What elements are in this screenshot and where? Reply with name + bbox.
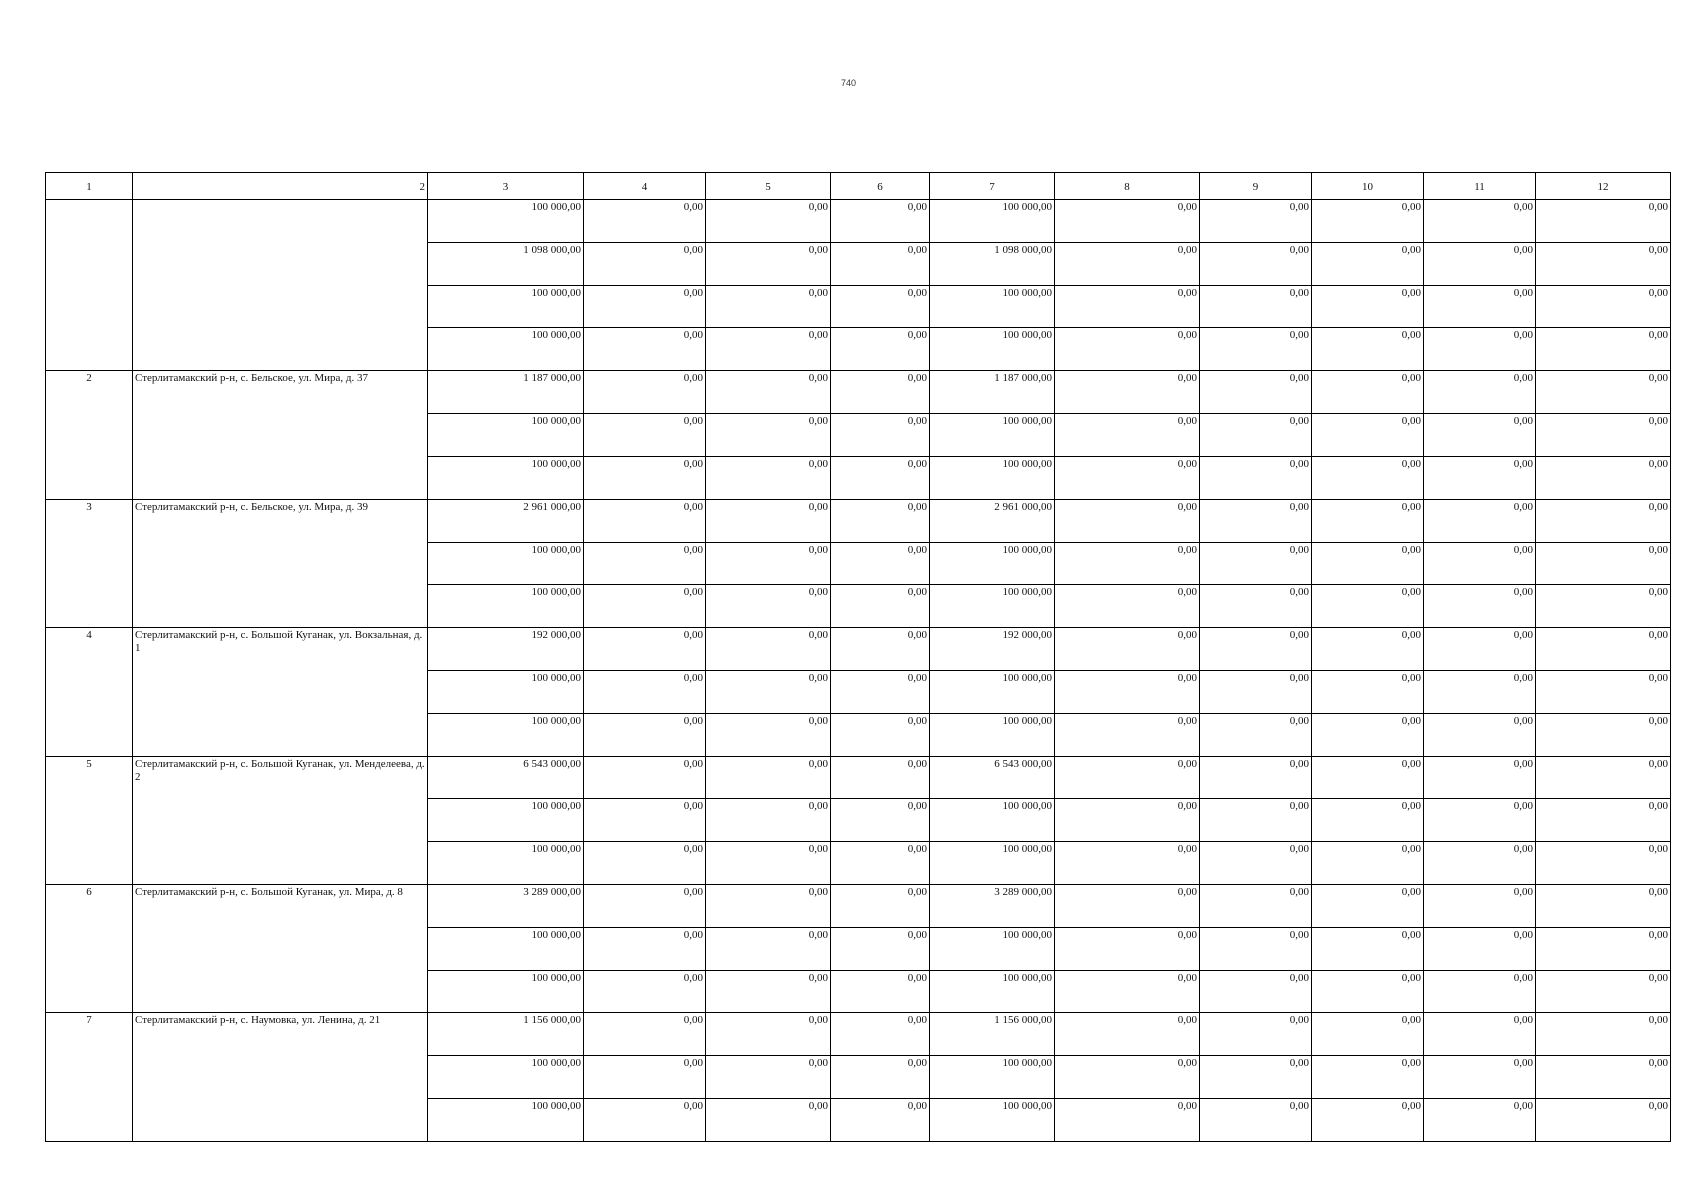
amount-cell: 0,00	[1312, 1013, 1424, 1056]
amount-cell: 0,00	[1312, 414, 1424, 457]
address-cell	[133, 200, 428, 371]
amount-cell: 100 000,00	[428, 670, 584, 713]
amount-cell: 0,00	[706, 456, 831, 499]
amount-cell: 0,00	[1536, 285, 1671, 328]
amount-cell: 0,00	[1312, 670, 1424, 713]
address-cell: Стерлитамакский р-н, с. Большой Куганак, ул. Менделеева, д. 2	[133, 756, 428, 884]
amount-cell: 0,00	[1424, 242, 1536, 285]
amount-cell: 0,00	[1200, 200, 1312, 243]
address-cell: Стерлитамакский р-н, с. Большой Куганак, ул. Мира, д. 8	[133, 885, 428, 1013]
amount-cell: 0,00	[831, 242, 930, 285]
amount-cell: 0,00	[1055, 1056, 1200, 1099]
amount-cell: 0,00	[584, 542, 706, 585]
amount-cell: 0,00	[584, 670, 706, 713]
column-number: 1	[46, 173, 133, 200]
amount-cell: 100 000,00	[428, 799, 584, 842]
table-row	[46, 628, 1671, 671]
amount-cell: 0,00	[706, 1056, 831, 1099]
amount-cell: 100 000,00	[930, 970, 1055, 1013]
amount-cell: 0,00	[1424, 499, 1536, 542]
amount-cell: 0,00	[1312, 200, 1424, 243]
amount-cell: 0,00	[1055, 970, 1200, 1013]
amount-cell: 0,00	[1200, 1013, 1312, 1056]
amount-cell: 0,00	[584, 1056, 706, 1099]
amount-cell: 0,00	[1536, 713, 1671, 756]
amount-cell: 0,00	[1200, 456, 1312, 499]
amount-cell: 0,00	[706, 799, 831, 842]
amount-cell: 0,00	[1200, 670, 1312, 713]
amount-cell: 0,00	[706, 628, 831, 671]
amount-cell: 100 000,00	[930, 285, 1055, 328]
amount-cell: 100 000,00	[930, 842, 1055, 885]
amount-cell: 0,00	[1200, 242, 1312, 285]
amount-cell: 0,00	[1200, 499, 1312, 542]
amount-cell: 0,00	[584, 285, 706, 328]
amount-cell: 0,00	[1312, 756, 1424, 799]
amount-cell: 0,00	[706, 200, 831, 243]
amount-cell: 0,00	[584, 756, 706, 799]
amount-cell: 100 000,00	[428, 970, 584, 1013]
amount-cell: 0,00	[831, 200, 930, 243]
amount-cell: 0,00	[584, 970, 706, 1013]
amount-cell: 0,00	[584, 842, 706, 885]
amount-cell: 0,00	[1312, 585, 1424, 628]
amount-cell: 0,00	[1200, 1056, 1312, 1099]
amount-cell: 0,00	[1536, 970, 1671, 1013]
amount-cell: 0,00	[1200, 713, 1312, 756]
amount-cell: 0,00	[1312, 799, 1424, 842]
amount-cell: 100 000,00	[428, 328, 584, 371]
address-cell: Стерлитамакский р-н, с. Бельское, ул. Мира, д. 39	[133, 499, 428, 627]
amount-cell: 0,00	[706, 842, 831, 885]
column-number: 4	[584, 173, 706, 200]
amount-cell: 0,00	[1055, 1013, 1200, 1056]
amount-cell: 0,00	[1055, 927, 1200, 970]
amount-cell: 192 000,00	[428, 628, 584, 671]
amount-cell: 1 156 000,00	[930, 1013, 1055, 1056]
amount-cell: 0,00	[1312, 842, 1424, 885]
header-row	[46, 173, 1671, 200]
column-number: 9	[1200, 173, 1312, 200]
amount-cell: 0,00	[1200, 285, 1312, 328]
amount-cell: 0,00	[1055, 585, 1200, 628]
amount-cell: 0,00	[584, 628, 706, 671]
amount-cell: 0,00	[584, 499, 706, 542]
amount-cell: 2 961 000,00	[930, 499, 1055, 542]
amount-cell: 0,00	[1424, 799, 1536, 842]
amount-cell: 0,00	[1312, 499, 1424, 542]
amount-cell: 0,00	[831, 628, 930, 671]
amount-cell: 0,00	[1424, 328, 1536, 371]
row-number-cell: 7	[46, 1013, 133, 1142]
amount-cell: 0,00	[1312, 885, 1424, 928]
amount-cell: 100 000,00	[930, 1099, 1055, 1142]
amount-cell: 3 289 000,00	[428, 885, 584, 928]
amount-cell: 0,00	[1055, 200, 1200, 243]
column-number: 6	[831, 173, 930, 200]
column-number: 3	[428, 173, 584, 200]
amount-cell: 0,00	[1536, 371, 1671, 414]
amount-cell: 100 000,00	[930, 542, 1055, 585]
amount-cell: 0,00	[831, 456, 930, 499]
amount-cell: 0,00	[1312, 1056, 1424, 1099]
amount-cell: 0,00	[1200, 542, 1312, 585]
amount-cell: 0,00	[1536, 756, 1671, 799]
amount-cell: 0,00	[1055, 885, 1200, 928]
amount-cell: 0,00	[831, 285, 930, 328]
amount-cell: 100 000,00	[428, 456, 584, 499]
amount-cell: 100 000,00	[930, 585, 1055, 628]
amount-cell: 0,00	[584, 242, 706, 285]
amount-cell: 0,00	[1536, 799, 1671, 842]
amount-cell: 0,00	[584, 927, 706, 970]
row-number-cell	[46, 200, 133, 371]
amount-cell: 0,00	[706, 756, 831, 799]
amount-cell: 0,00	[1536, 542, 1671, 585]
amount-cell: 1 156 000,00	[428, 1013, 584, 1056]
row-number-cell: 4	[46, 628, 133, 756]
amount-cell: 0,00	[584, 713, 706, 756]
amount-cell: 1 187 000,00	[930, 371, 1055, 414]
table-row	[46, 885, 1671, 928]
amount-cell: 0,00	[831, 927, 930, 970]
amount-cell: 0,00	[1424, 756, 1536, 799]
amount-cell: 0,00	[1312, 242, 1424, 285]
amount-cell: 100 000,00	[930, 799, 1055, 842]
amount-cell: 0,00	[584, 585, 706, 628]
amount-cell: 0,00	[831, 1099, 930, 1142]
table-row	[46, 371, 1671, 414]
amount-cell: 100 000,00	[930, 927, 1055, 970]
amount-cell: 0,00	[1424, 1099, 1536, 1142]
amount-cell: 0,00	[1536, 328, 1671, 371]
amount-cell: 0,00	[1536, 414, 1671, 457]
amount-cell: 0,00	[1424, 885, 1536, 928]
amount-cell: 100 000,00	[428, 713, 584, 756]
amount-cell: 100 000,00	[428, 1099, 584, 1142]
amount-cell: 0,00	[1536, 670, 1671, 713]
amount-cell: 0,00	[584, 1099, 706, 1142]
table-row	[46, 1013, 1671, 1056]
amount-cell: 0,00	[831, 371, 930, 414]
amount-cell: 0,00	[706, 670, 831, 713]
amount-cell: 100 000,00	[428, 585, 584, 628]
amount-cell: 0,00	[831, 1056, 930, 1099]
amount-cell: 100 000,00	[930, 200, 1055, 243]
amount-cell: 0,00	[1055, 285, 1200, 328]
amount-cell: 0,00	[1312, 328, 1424, 371]
amount-cell: 6 543 000,00	[930, 756, 1055, 799]
amount-cell: 0,00	[1055, 242, 1200, 285]
amount-cell: 0,00	[1424, 670, 1536, 713]
amount-cell: 0,00	[706, 585, 831, 628]
amount-cell: 0,00	[1200, 1099, 1312, 1142]
table-body	[46, 173, 1671, 1142]
amount-cell: 0,00	[1200, 628, 1312, 671]
amount-cell: 0,00	[706, 328, 831, 371]
amount-cell: 0,00	[1200, 970, 1312, 1013]
address-cell: Стерлитамакский р-н, с. Большой Куганак, ул. Вокзальная, д. 1	[133, 628, 428, 756]
amount-cell: 0,00	[1312, 713, 1424, 756]
amount-cell: 0,00	[1424, 200, 1536, 243]
amount-cell: 0,00	[831, 713, 930, 756]
amount-cell: 0,00	[1055, 456, 1200, 499]
amount-cell: 0,00	[1536, 927, 1671, 970]
amount-cell: 0,00	[1200, 328, 1312, 371]
amount-cell: 100 000,00	[428, 414, 584, 457]
table-row	[46, 200, 1671, 243]
row-number-cell: 5	[46, 756, 133, 884]
amount-cell: 100 000,00	[930, 1056, 1055, 1099]
amount-cell: 0,00	[1536, 585, 1671, 628]
amount-cell: 0,00	[1536, 1056, 1671, 1099]
amount-cell: 0,00	[1055, 756, 1200, 799]
amount-cell: 0,00	[831, 756, 930, 799]
amount-cell: 0,00	[1055, 328, 1200, 371]
amount-cell: 0,00	[1424, 628, 1536, 671]
amount-cell: 0,00	[1536, 842, 1671, 885]
amount-cell: 0,00	[584, 456, 706, 499]
column-number: 12	[1536, 173, 1671, 200]
amount-cell: 0,00	[1424, 927, 1536, 970]
amount-cell: 0,00	[1055, 628, 1200, 671]
amount-cell: 0,00	[1312, 1099, 1424, 1142]
amount-cell: 0,00	[831, 542, 930, 585]
amount-cell: 0,00	[1536, 499, 1671, 542]
data-table	[45, 172, 1671, 1142]
amount-cell: 0,00	[584, 328, 706, 371]
amount-cell: 0,00	[1055, 713, 1200, 756]
amount-cell: 0,00	[831, 1013, 930, 1056]
amount-cell: 0,00	[1424, 285, 1536, 328]
row-number-cell: 2	[46, 371, 133, 499]
amount-cell: 0,00	[706, 927, 831, 970]
amount-cell: 0,00	[706, 371, 831, 414]
column-number: 11	[1424, 173, 1536, 200]
amount-cell: 0,00	[1312, 970, 1424, 1013]
amount-cell: 0,00	[1312, 456, 1424, 499]
amount-cell: 100 000,00	[428, 285, 584, 328]
column-number: 2	[133, 173, 428, 200]
amount-cell: 100 000,00	[930, 670, 1055, 713]
amount-cell: 1 187 000,00	[428, 371, 584, 414]
amount-cell: 0,00	[706, 970, 831, 1013]
amount-cell: 0,00	[1312, 927, 1424, 970]
amount-cell: 0,00	[1200, 927, 1312, 970]
amount-cell: 0,00	[1312, 542, 1424, 585]
amount-cell: 0,00	[1424, 542, 1536, 585]
amount-cell: 0,00	[706, 713, 831, 756]
amount-cell: 1 098 000,00	[930, 242, 1055, 285]
amount-cell: 0,00	[831, 842, 930, 885]
amount-cell: 0,00	[831, 499, 930, 542]
amount-cell: 0,00	[1055, 799, 1200, 842]
amount-cell: 0,00	[1424, 970, 1536, 1013]
amount-cell: 0,00	[1424, 842, 1536, 885]
amount-cell: 0,00	[584, 414, 706, 457]
amount-cell: 0,00	[584, 200, 706, 243]
column-number: 10	[1312, 173, 1424, 200]
amount-cell: 0,00	[831, 585, 930, 628]
amount-cell: 0,00	[1200, 585, 1312, 628]
amount-cell: 100 000,00	[930, 456, 1055, 499]
page-number: 740	[840, 78, 857, 88]
amount-cell: 0,00	[1200, 842, 1312, 885]
amount-cell: 0,00	[1424, 456, 1536, 499]
amount-cell: 0,00	[1055, 499, 1200, 542]
amount-cell: 0,00	[1055, 414, 1200, 457]
table-row	[46, 499, 1671, 542]
row-number-cell: 3	[46, 499, 133, 627]
column-number: 7	[930, 173, 1055, 200]
amount-cell: 0,00	[1536, 200, 1671, 243]
amount-cell: 0,00	[1200, 756, 1312, 799]
amount-cell: 6 543 000,00	[428, 756, 584, 799]
amount-cell: 192 000,00	[930, 628, 1055, 671]
amount-cell: 1 098 000,00	[428, 242, 584, 285]
amount-cell: 0,00	[1055, 542, 1200, 585]
amount-cell: 0,00	[1312, 371, 1424, 414]
amount-cell: 0,00	[1200, 885, 1312, 928]
amount-cell: 0,00	[1055, 670, 1200, 713]
amount-cell: 0,00	[1424, 1013, 1536, 1056]
amount-cell: 0,00	[831, 799, 930, 842]
amount-cell: 0,00	[1536, 1099, 1671, 1142]
address-cell: Стерлитамакский р-н, с. Наумовка, ул. Ленина, д. 21	[133, 1013, 428, 1142]
amount-cell: 0,00	[706, 1013, 831, 1056]
amount-cell: 0,00	[1424, 371, 1536, 414]
amount-cell: 0,00	[1536, 1013, 1671, 1056]
amount-cell: 0,00	[706, 885, 831, 928]
amount-cell: 0,00	[831, 670, 930, 713]
address-cell: Стерлитамакский р-н, с. Бельское, ул. Мира, д. 37	[133, 371, 428, 499]
amount-cell: 0,00	[584, 799, 706, 842]
amount-cell: 0,00	[831, 328, 930, 371]
amount-cell: 100 000,00	[428, 542, 584, 585]
amount-cell: 0,00	[584, 885, 706, 928]
amount-cell: 100 000,00	[428, 842, 584, 885]
amount-cell: 0,00	[1055, 842, 1200, 885]
amount-cell: 0,00	[1055, 371, 1200, 414]
amount-cell: 0,00	[706, 242, 831, 285]
amount-cell: 0,00	[1424, 713, 1536, 756]
amount-cell: 0,00	[1200, 371, 1312, 414]
amount-cell: 100 000,00	[930, 414, 1055, 457]
table-row	[46, 756, 1671, 799]
amount-cell: 0,00	[1536, 456, 1671, 499]
amount-cell: 0,00	[1424, 585, 1536, 628]
amount-cell: 0,00	[706, 1099, 831, 1142]
amount-cell: 0,00	[1424, 414, 1536, 457]
amount-cell: 0,00	[831, 885, 930, 928]
amount-cell: 100 000,00	[428, 927, 584, 970]
amount-cell: 0,00	[1200, 799, 1312, 842]
amount-cell: 0,00	[584, 371, 706, 414]
amount-cell: 2 961 000,00	[428, 499, 584, 542]
column-number: 8	[1055, 173, 1200, 200]
amount-cell: 3 289 000,00	[930, 885, 1055, 928]
amount-cell: 0,00	[706, 542, 831, 585]
amount-cell: 0,00	[1312, 285, 1424, 328]
amount-cell: 0,00	[706, 499, 831, 542]
amount-cell: 100 000,00	[428, 1056, 584, 1099]
amount-cell: 0,00	[1424, 1056, 1536, 1099]
amount-cell: 0,00	[1312, 628, 1424, 671]
amount-cell: 100 000,00	[930, 713, 1055, 756]
amount-cell: 0,00	[1055, 1099, 1200, 1142]
amount-cell: 0,00	[1536, 242, 1671, 285]
amount-cell: 0,00	[1536, 885, 1671, 928]
amount-cell: 0,00	[1536, 628, 1671, 671]
row-number-cell: 6	[46, 885, 133, 1013]
amount-cell: 0,00	[831, 970, 930, 1013]
amount-cell: 0,00	[831, 414, 930, 457]
amount-cell: 100 000,00	[428, 200, 584, 243]
amount-cell: 0,00	[584, 1013, 706, 1056]
amount-cell: 100 000,00	[930, 328, 1055, 371]
column-number: 5	[706, 173, 831, 200]
amount-cell: 0,00	[706, 285, 831, 328]
amount-cell: 0,00	[706, 414, 831, 457]
amount-cell: 0,00	[1200, 414, 1312, 457]
